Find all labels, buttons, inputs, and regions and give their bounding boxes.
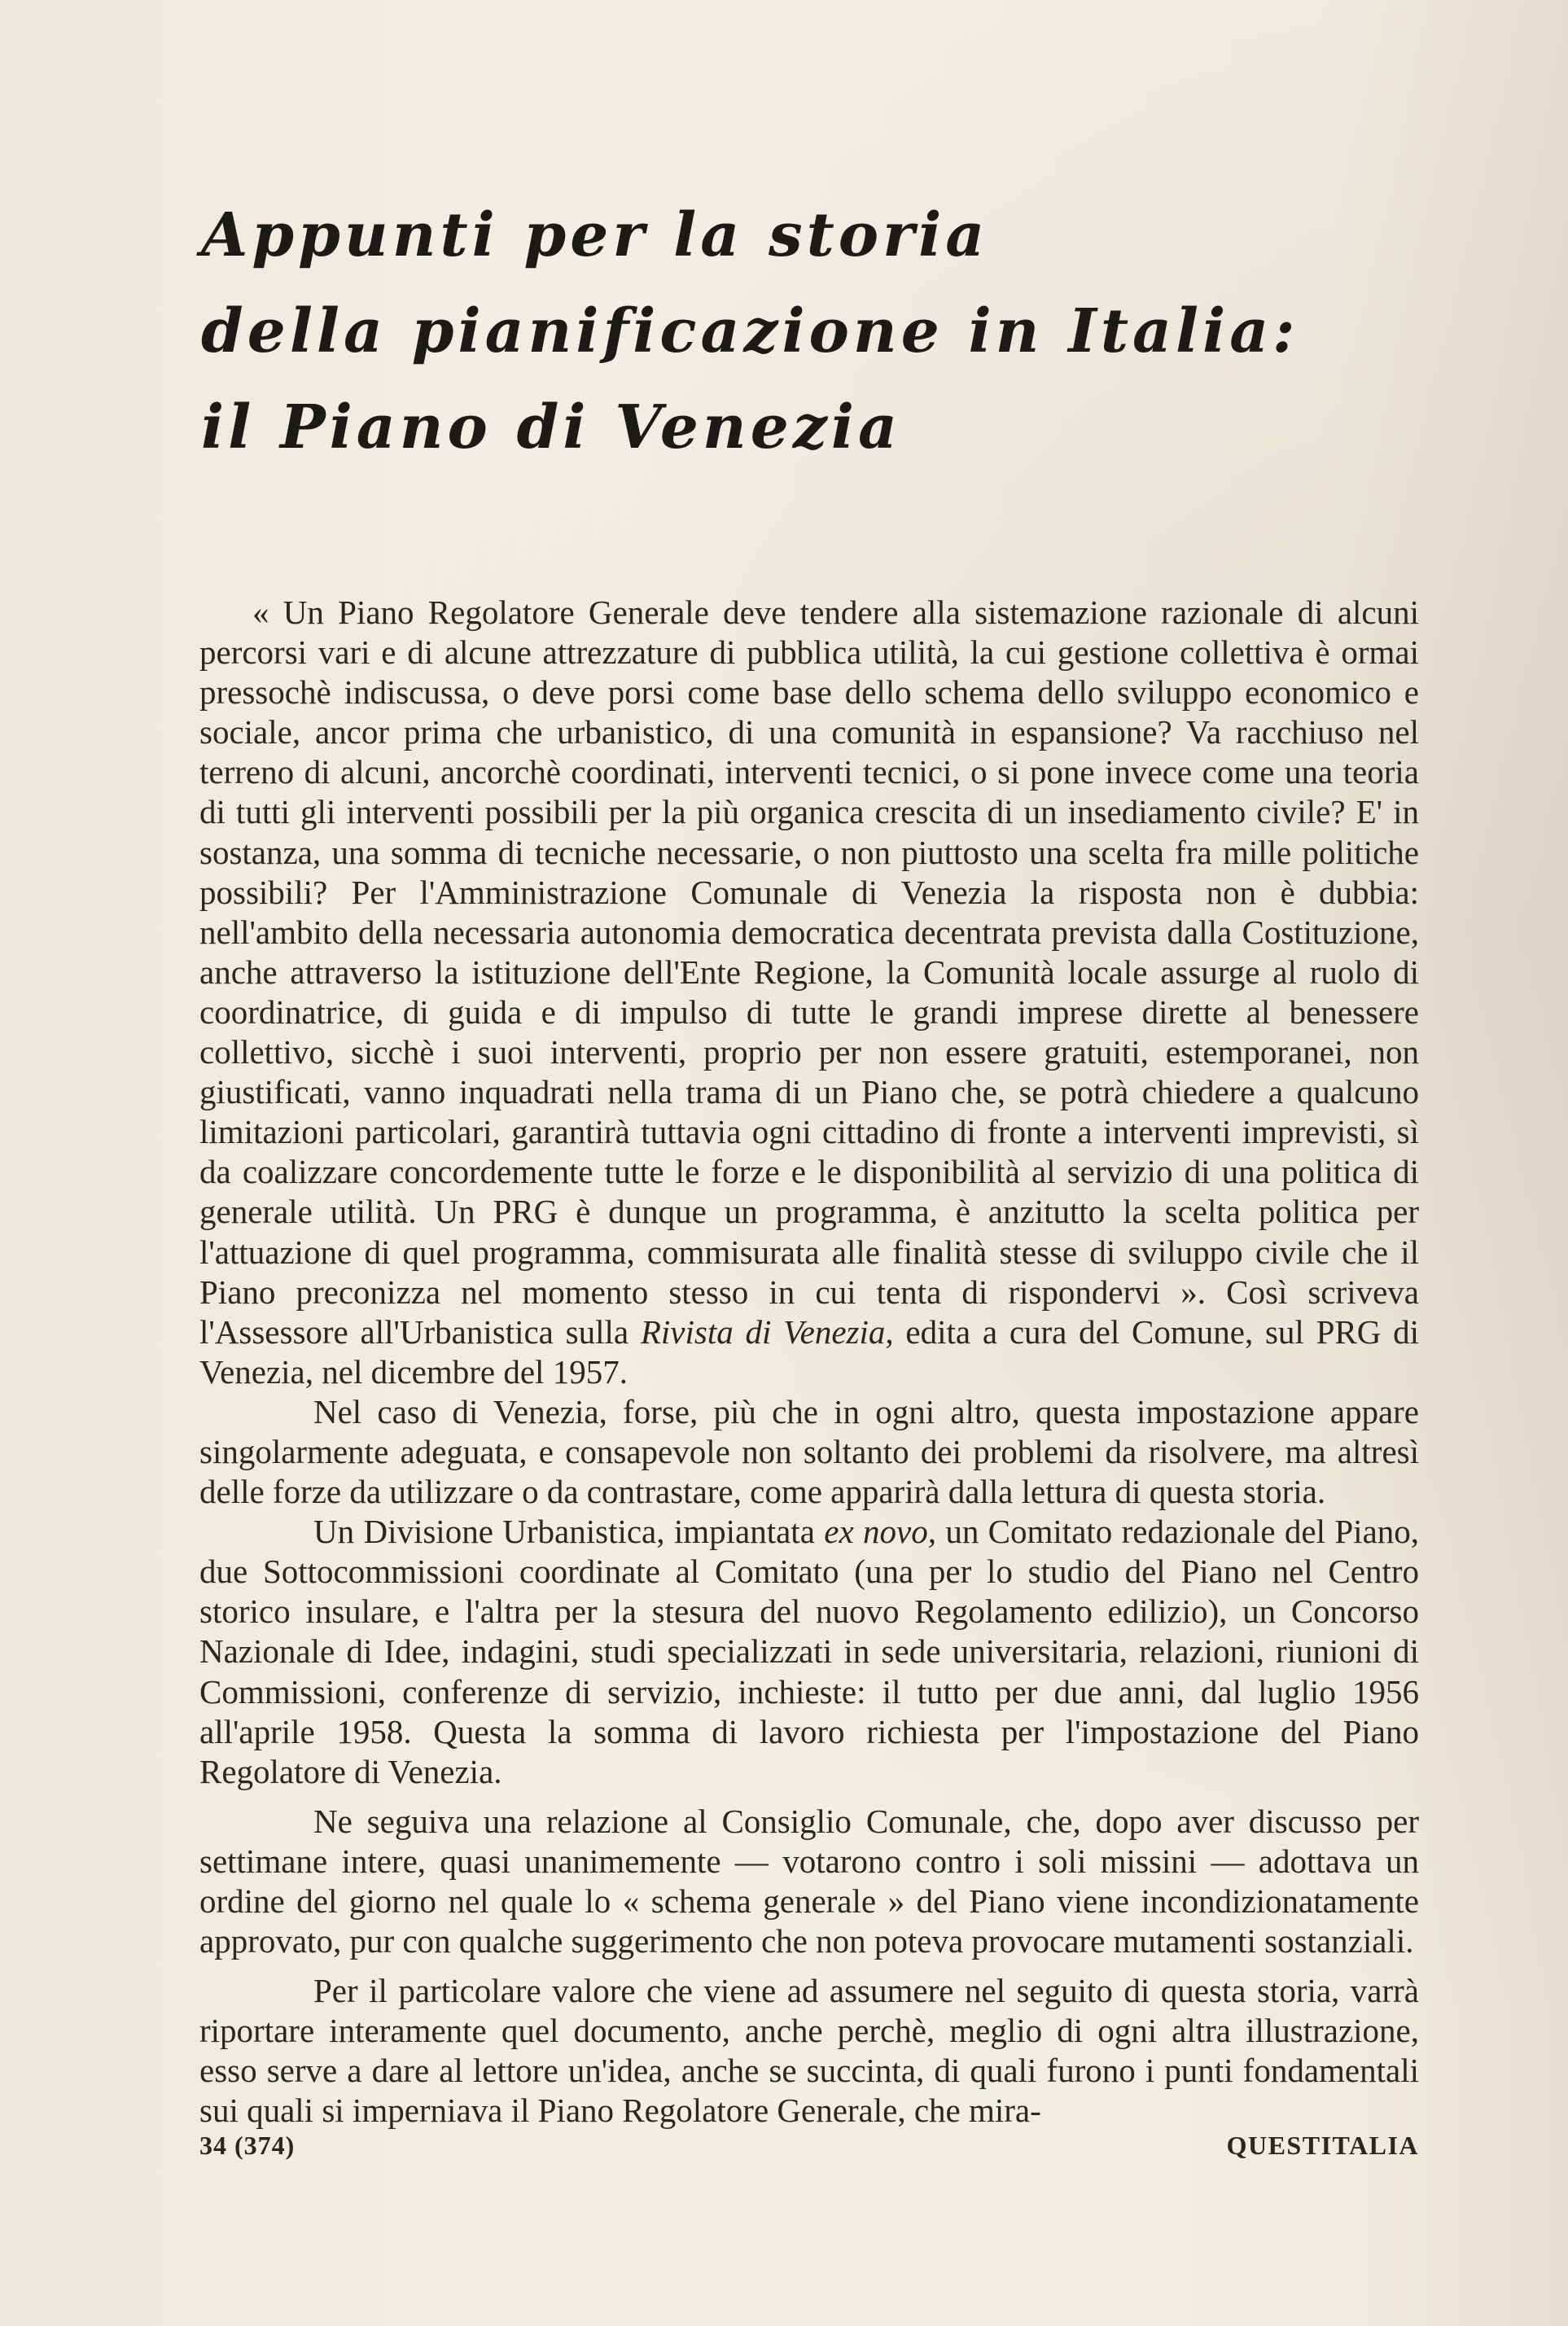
article-body [199,593,1419,2131]
title-line: della pianificazione in Italia: [201,296,1299,366]
paragraph [199,1512,1419,1792]
journal-name: QUESTITALIA [1226,2131,1419,2160]
journal-citation: Rivista di Venezia, [640,1312,894,1351]
text-run: Per il particolare valore che viene ad assumere nel seguito di questa storia, varrà riportare interamente quel documento, anche perchè, meglio di ogni altra illustrazione, esso serve a dare al lettore un'idea, anche se succinta, di quali furono i punti fondamentali sui quali si imperniava il Piano Regolatore Generale, che mira- [199,1972,1419,2130]
page-footer [199,2131,1419,2170]
text-run: edita a cura del Comune, sul PRG di Venezia, nel dicembre del 1957. [199,1312,1419,1391]
paragraph [199,1392,1419,1512]
title-line: il Piano di Venezia [201,392,901,462]
text-run: un Comitato redazionale del Piano, due Sottocommissioni coordinate al Comitato (una per lo studio del Piano nel Centro storico insulare, e l'altra per la stesura del nuovo Regolamento edilizio), un Concorso Nazionale di Idee, indagini, studi specializzati in sede universitaria, relazioni, riunioni di Commissioni, conferenze di servizio, inchieste: il tutto per due anni, dal luglio 1956 all'aprile 1958. Questa la somma di lavoro richiesta per l'impostazione del Piano Regolatore di Venezia. [199,1513,1420,1790]
paragraph [199,1971,1419,2131]
text-run: « Un Piano Regolatore Generale deve tendere alla sistemazione razionale di alcuni percorsi vari e di alcune attrezzature di pubblica utilità, la cui gestione collettiva è ormai pressochè indiscussa, o deve porsi come base dello schema dello sviluppo economico e sociale, ancor prima che urbanistico, di una comunità in espansione? Va racchiuso nel terreno di alcuni, ancorchè coordinati, interventi tecnici, o si pone invece come una teoria di tutti gli interventi possibili per la più organica crescita di un insediamento civile? E' in sostanza, una somma di tecniche necessarie, o non piuttosto una scelta fra mille politiche possibili? Per l'Amministrazione Comunale di Venezia la risposta non è dubbia: nell'ambito della necessaria autonomia democratica decentrata prevista dalla Costituzione, anche attraverso la istituzione dell'Ente Regione, la Comunità locale assurge al ruolo di coordinatrice, di guida e di impulso di tutte le grandi imprese dirette al benessere collettivo, sicchè i suoi interventi, proprio per non essere gratuiti, estemporanei, non giustificati, vanno inquadrati nella trama di un Piano che, se potrà chiedere a qualcuno limitazioni particolari, garantirà tuttavia ogni cittadino di fronte a interventi imprevisti, sì da coalizzare concordemente tutte le forze e le disponibilità al servizio di una politica di generale utilità. Un PRG è dunque un programma, è anzitutto la scelta politica per l'attuazione di quel programma, commisurata alle finalità stesse di sviluppo civile che il Piano preconizza nel momento stesso in cui tenta di rispondervi ». Così scriveva l'Assessore all'Urbanistica sulla [199,594,1419,1351]
paragraph-quote [199,593,1419,1392]
title-line: Appunti per la storia [201,200,989,270]
article-title [201,187,1422,475]
text-run: Un Divisione Urbanistica, impiantata [313,1513,825,1551]
text-run: Ne seguiva una relazione al Consiglio Comunale, che, dopo aver discusso per settimane intere, quasi unanimemente — votarono contro i soli missini — adottava un ordine del giorno nel quale lo « schema generale » del Piano viene incondizionatamente approvato, pur con qualche suggerimento che non poteva provocare mutamenti sostanziali. [199,1802,1419,1960]
paragraph [199,1802,1419,1961]
page-number: 34 (374) [199,2131,296,2160]
latin-phrase: ex novo, [824,1513,936,1551]
text-run: Nel caso di Venezia, forse, più che in ogni altro, questa impostazione appare singolarmente adeguata, e consapevole non soltanto dei problemi da risolvere, ma altresì delle forze da utilizzare o da contrastare, come apparirà dalla lettura di questa storia. [199,1392,1419,1511]
